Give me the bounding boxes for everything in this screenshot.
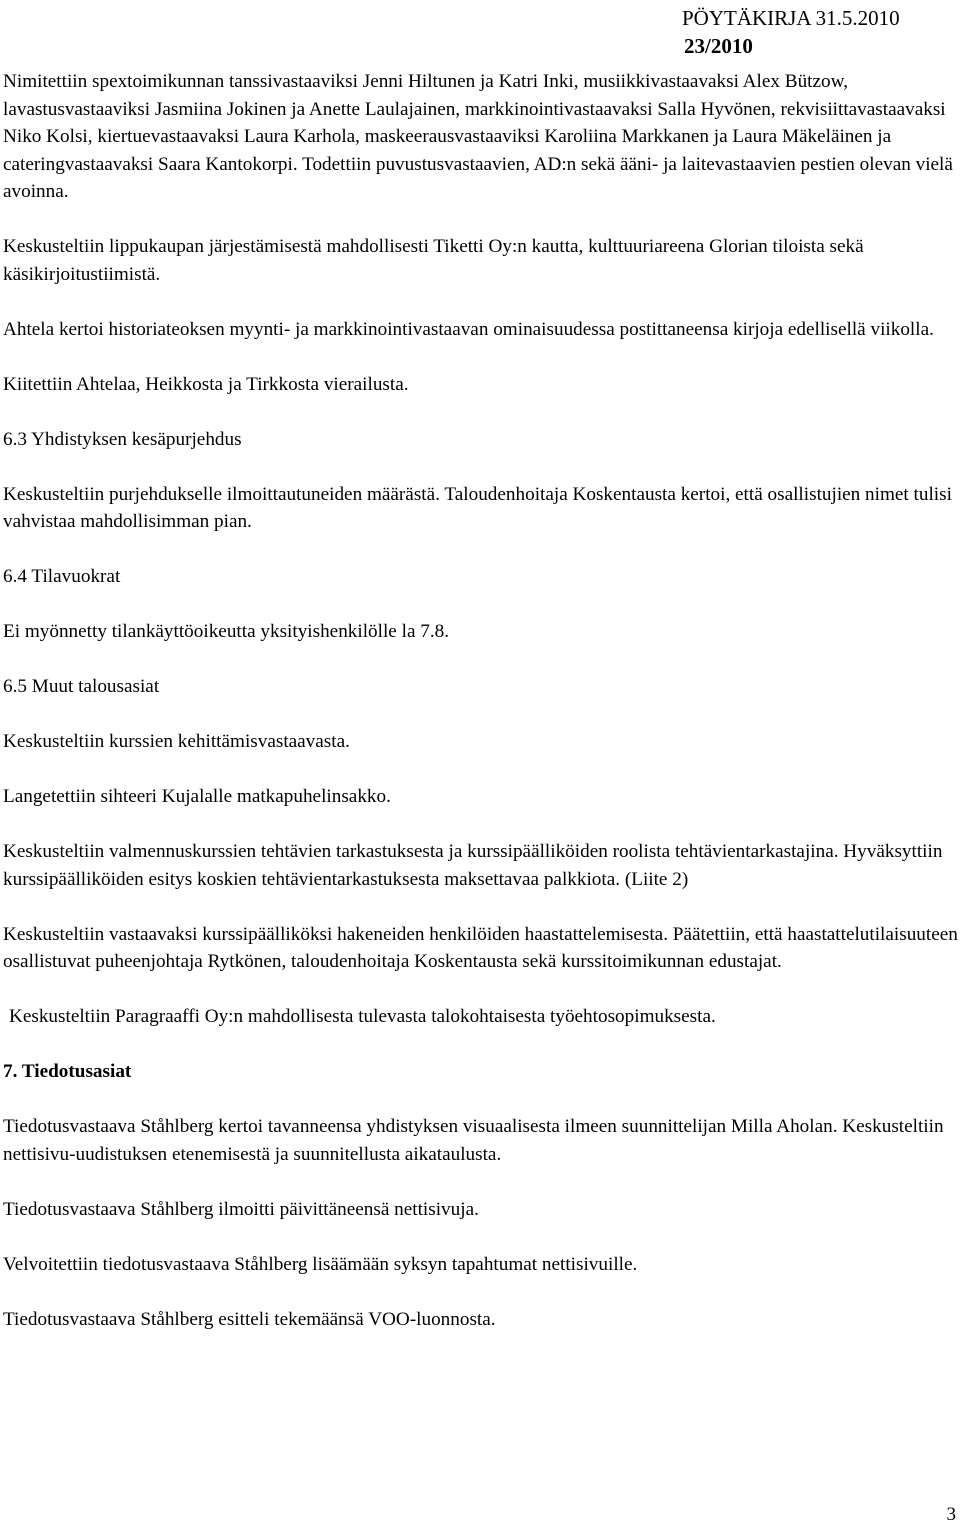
paragraph-interviews: Keskusteltiin vastaavaksi kurssipäälliköksi hakeneiden henkilöiden haastattelemisesta. Päätettiin, että haastattelutilaisuuteen osallistuvat puheenjohtaja Rytkönen, taloudenhoitaja Koskentausta sekä kurssitoimikunnan edustajat. xyxy=(3,923,958,972)
section-heading-6-4: 6.4 Tilavuokrat xyxy=(3,566,121,587)
document-title: PÖYTÄKIRJA 31.5.2010 xyxy=(682,6,900,30)
paragraph-course-tasks: Keskusteltiin valmennuskurssien tehtävien tarkastuksesta ja kurssipäälliköiden roolista tehtävientarkastajina. Hyväksyttiin kurssipäälliköiden esitys koskien tehtävientarkastuksesta maksettavaa palkkiota. (Liite 2) xyxy=(3,841,943,890)
paragraph-room-rental: Ei myönnetty tilankäyttöoikeutta yksityishenkilölle la 7.8. xyxy=(3,621,450,642)
page-number: 3 xyxy=(946,1504,956,1525)
paragraph-voo-draft: Tiedotusvastaava Ståhlberg esitteli tekemäänsä VOO-luonnosta. xyxy=(3,1308,496,1330)
paragraph-thanks: Kiitettiin Ahtelaa, Heikkosta ja Tirkkosta vierailusta. xyxy=(3,373,409,395)
document-number: 23/2010 xyxy=(684,34,753,58)
paragraph-collective-agreement: Keskusteltiin Paragraaffi Oy:n mahdollisesta tulevasta talokohtaisesta työehtosopimuksesta. xyxy=(9,1006,716,1027)
paragraph-phone-fine: Langetettiin sihteeri Kujalalle matkapuhelinsakko. xyxy=(3,786,391,807)
paragraph-autumn-events: Velvoitettiin tiedotusvastaava Ståhlberg lisäämään syksyn tapahtumat nettisivuille. xyxy=(3,1253,638,1275)
section-heading-6-3: 6.3 Yhdistyksen kesäpurjehdus xyxy=(3,428,242,450)
paragraph-ticket-sales: Keskusteltiin lippukaupan järjestämisestä mahdollisesti Tiketti Oy:n kautta, kulttuuriareena Glorian tiloista sekä käsikirjoitustiimistä. xyxy=(3,236,864,285)
paragraph-visual-identity: Tiedotusvastaava Ståhlberg kertoi tavanneensa yhdistyksen visuaalisesta ilmeen suunnittelijan Milla Aholan. Keskusteltiin nettisivu-uudistuksen etenemisestä ja suunnitellusta aikataulusta. xyxy=(3,1116,944,1165)
paragraph-appointments: Nimitettiin spextoimikunnan tanssivastaaviksi Jenni Hiltunen ja Katri Inki, musiikkivastaavaksi Alex Bützow, lavastusvastaaviksi Jasmiina Jokinen ja Anette Laulajainen, markkinointivastaavaksi Salla Hyvönen, rekvisiittavastaavaksi Niko Kolsi, kiertuevastaavaksi Laura Karhola, maskeerausvastaaviksi Karoliina Markkanen ja Laura Mäkeläinen ja cateringvastaavaksi Saara Kantokorpi. Todettiin puvustusvastaavien, AD:n sekä ääni- ja laitevastaavien pestien olevan vielä avoinna. xyxy=(3,71,953,202)
section-heading-6-5: 6.5 Muut talousasiat xyxy=(3,676,160,697)
document-body xyxy=(3,68,958,1361)
page-header xyxy=(682,4,952,60)
paragraph-history-book: Ahtela kertoi historiateoksen myynti- ja markkinointivastaavan ominaisuudessa postittaneensa kirjoja edellisellä viikolla. xyxy=(3,318,934,340)
paragraph-website-update: Tiedotusvastaava Ståhlberg ilmoitti päivittäneensä nettisivuja. xyxy=(3,1198,479,1220)
section-heading-7: 7. Tiedotusasiat xyxy=(3,1061,132,1082)
paragraph-course-development: Keskusteltiin kurssien kehittämisvastaavasta. xyxy=(3,731,350,752)
paragraph-sailing: Keskusteltiin purjehdukselle ilmoittautuneiden määrästä. Taloudenhoitaja Koskentausta kertoi, että osallistujien nimet tulisi vahvistaa mahdollisimman pian. xyxy=(3,483,952,532)
